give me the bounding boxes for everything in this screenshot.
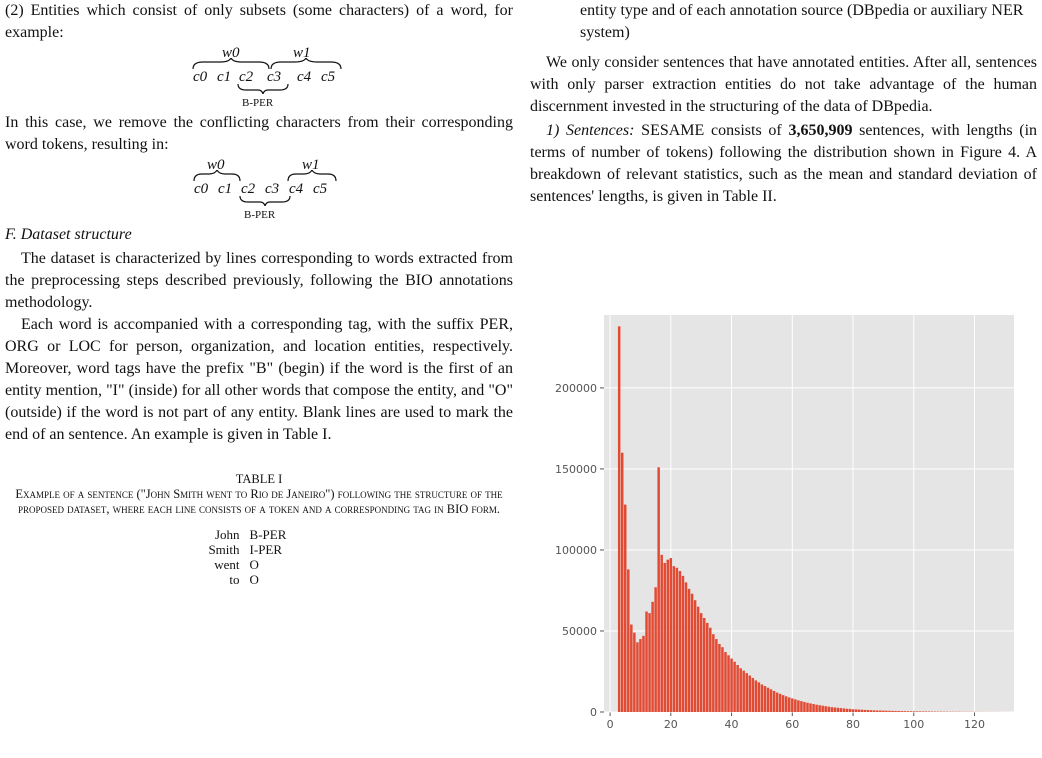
histogram-bar <box>673 566 675 712</box>
histogram-bar <box>867 710 869 712</box>
histogram-bar <box>785 696 787 712</box>
histogram-bar <box>761 684 763 712</box>
histogram-bar <box>645 612 647 712</box>
char-c4-resolved: c4 <box>289 178 303 200</box>
y-tick-label: 100000 <box>555 544 597 557</box>
histogram-bar <box>712 634 714 712</box>
histogram-bar <box>891 711 893 712</box>
histogram-bar <box>846 709 848 712</box>
char-c0-resolved: c0 <box>194 178 208 200</box>
histogram-bar <box>803 702 805 712</box>
tag-cell: O <box>250 572 310 587</box>
paragraph-dataset-characterized: The dataset is characterized by lines corresponding to words extracted from the preprocessing steps described previously, following the BIO annotations methodology. <box>5 248 513 314</box>
histogram-bar <box>660 555 662 712</box>
histogram-bar <box>700 613 702 712</box>
histogram-bar <box>697 607 699 712</box>
histogram-bar <box>715 639 717 712</box>
histogram-bar <box>639 639 641 712</box>
histogram-bar <box>709 628 711 712</box>
histogram-bar <box>879 711 881 712</box>
histogram-bar <box>703 618 705 712</box>
histogram-bar <box>667 560 669 712</box>
histogram-bar <box>834 707 836 712</box>
right-column <box>530 0 1037 208</box>
histogram-bar <box>827 707 829 712</box>
histogram-bar <box>657 467 659 712</box>
histogram-bar <box>782 695 784 712</box>
histogram-bar <box>897 711 899 712</box>
char-c3: c3 <box>267 66 281 88</box>
y-tick-label: 50000 <box>562 625 597 638</box>
char-c0: c0 <box>193 66 207 88</box>
histogram-bar <box>806 703 808 712</box>
histogram-bar <box>676 568 678 712</box>
histogram-bar <box>812 704 814 712</box>
sentences-heading: 1) Sentences: <box>546 122 634 139</box>
histogram-bar <box>624 505 626 712</box>
tag-cell: B-PER <box>250 527 310 542</box>
histogram-bar <box>718 644 720 712</box>
histogram-bar <box>837 708 839 712</box>
left-column <box>5 0 513 587</box>
x-tick-label: 40 <box>725 718 739 731</box>
token-cell: Smith <box>208 542 249 557</box>
histogram-bar <box>627 569 629 712</box>
y-tick-label: 150000 <box>555 463 597 476</box>
histogram-bar <box>755 680 757 712</box>
histogram-bar <box>903 711 905 712</box>
char-c3-resolved: c3 <box>265 178 279 200</box>
sentences-text-b: sentences, with lengths (in terms of number of tokens) following the distribution shown in Figure 4. A breakdown of relevant statistics, such as the mean and standard deviation of sentences' lengths, is given in Table II. <box>530 122 1037 205</box>
char-c4: c4 <box>297 66 311 88</box>
x-tick-label: 120 <box>964 718 985 731</box>
histogram-bar <box>730 659 732 712</box>
histogram-bar <box>663 563 665 712</box>
histogram-bar <box>840 708 842 712</box>
histogram-bar <box>885 711 887 712</box>
histogram-bar <box>742 671 744 712</box>
histogram-bar <box>821 706 823 712</box>
table-label: TABLE I <box>5 472 513 487</box>
histogram-bar <box>770 689 772 712</box>
char-c5-resolved: c5 <box>313 178 327 200</box>
y-tick-label: 200000 <box>555 382 597 395</box>
entity-tag-label-resolved: B-PER <box>244 204 275 226</box>
histogram-bar <box>922 711 924 712</box>
histogram-bar <box>764 686 766 712</box>
paragraph-sentences <box>530 120 1037 208</box>
histogram-bar <box>800 701 802 712</box>
token-cell: went <box>208 557 249 572</box>
section-heading: F. Dataset structure <box>5 224 513 246</box>
histogram-bar <box>870 710 872 712</box>
histogram-bar <box>758 682 760 712</box>
histogram-bar <box>876 710 878 712</box>
table-row <box>208 557 309 572</box>
histogram-bar <box>633 633 635 712</box>
char-c1-resolved: c1 <box>218 178 232 200</box>
char-c2: c2 <box>239 66 253 88</box>
token-cell: to <box>208 572 249 587</box>
word-label-w0-resolved: w0 <box>207 154 225 176</box>
histogram-bar <box>691 594 693 712</box>
histogram-bar <box>900 711 902 712</box>
histogram-bar <box>727 655 729 712</box>
histogram-bar <box>682 576 684 712</box>
x-tick-label: 0 <box>607 718 614 731</box>
histogram-bar <box>794 699 796 712</box>
paragraph-word-tags: Each word is accompanied with a corresponding tag, with the suffix PER, ORG or LOC for person, organization, and location entities, respectively. Moreover, word tags have the prefix "B" (begin) if the word is the first of an entity mention, "I" (inside) for all other words that compose the entity, and "O" (outside) if the word is not part of any entity. Blank lines are used to mark the end of an sentence. An example is given in Table I. <box>5 314 513 446</box>
histogram-bar <box>670 558 672 712</box>
table-row <box>208 527 309 542</box>
histogram-bar <box>894 711 896 712</box>
histogram-bar <box>831 707 833 712</box>
histogram-bar <box>706 623 708 712</box>
histogram-bar <box>630 624 632 712</box>
char-c1: c1 <box>217 66 231 88</box>
histogram-bar <box>621 453 623 712</box>
histogram-bar <box>685 582 687 712</box>
histogram-bar <box>916 711 918 712</box>
histogram-bar <box>919 711 921 712</box>
x-tick-label: 80 <box>846 718 860 731</box>
histogram-bar <box>724 652 726 712</box>
paragraph-only-consider: We only consider sentences that have annotated entities. After all, sentences with only parser extraction entities do not take advantage of the human discernment invested in the structuring of the data of DBpedia. <box>530 52 1037 118</box>
math-example-original <box>5 44 513 106</box>
histogram-bar <box>648 613 650 712</box>
histogram-bar <box>855 709 857 712</box>
table-row <box>208 542 309 557</box>
table-row <box>208 572 309 587</box>
entity-tag-label: B-PER <box>242 92 273 114</box>
histogram-bar <box>745 673 747 712</box>
histogram-bar <box>739 668 741 712</box>
histogram-bar <box>858 710 860 712</box>
histogram-bar <box>642 636 644 712</box>
histogram-bar <box>752 678 754 712</box>
histogram-bar <box>913 711 915 712</box>
histogram-bar <box>849 709 851 712</box>
histogram-bar <box>797 700 799 712</box>
histogram-bar <box>906 711 908 712</box>
histogram-bar <box>776 693 778 712</box>
histogram-bar <box>888 711 890 712</box>
histogram-bar <box>779 694 781 712</box>
sentences-count: 3,650,909 <box>788 122 852 139</box>
histogram-bar <box>864 710 866 712</box>
histogram-bar <box>654 587 656 712</box>
char-c2-resolved: c2 <box>241 178 255 200</box>
histogram-bar <box>767 688 769 712</box>
x-tick-label: 100 <box>903 718 924 731</box>
char-c5: c5 <box>321 66 335 88</box>
sentence-length-histogram <box>534 305 1034 753</box>
histogram-bar <box>925 711 927 712</box>
histogram-bar <box>861 710 863 712</box>
histogram-svg <box>534 305 1034 753</box>
histogram-bar <box>636 642 638 712</box>
sentences-text-a: SESAME consists of <box>641 122 782 139</box>
word-label-w0: w0 <box>222 42 240 64</box>
tag-cell: O <box>250 557 310 572</box>
histogram-bar <box>843 708 845 712</box>
histogram-bar <box>788 697 790 712</box>
paragraph-remove-conflicting: In this case, we remove the conflicting characters from their corresponding word tokens, resulting in: <box>5 112 513 156</box>
tag-cell: I-PER <box>250 542 310 557</box>
histogram-bar <box>688 589 690 712</box>
x-tick-label: 60 <box>785 718 799 731</box>
histogram-bar <box>824 706 826 712</box>
histogram-bar <box>651 602 653 712</box>
histogram-bar <box>818 705 820 712</box>
histogram-bar <box>749 676 751 712</box>
histogram-bar <box>618 326 620 712</box>
x-tick-label: 20 <box>664 718 678 731</box>
word-label-w1: w1 <box>293 42 311 64</box>
histogram-bar <box>852 709 854 712</box>
y-tick-label: 0 <box>590 706 597 719</box>
paragraph-continued: entity type and of each annotation source (DBpedia or auxiliary NER system) <box>530 0 1037 44</box>
histogram-bar <box>679 571 681 712</box>
histogram-bar <box>721 647 723 712</box>
histogram-bar <box>694 600 696 712</box>
math-example-resolved <box>5 156 513 218</box>
token-cell: John <box>208 527 249 542</box>
word-label-w1-resolved: w1 <box>302 154 320 176</box>
histogram-bar <box>909 711 911 712</box>
table-caption: Example of a sentence ("John Smith went to Rio de Janeiro") following the structure of the proposed dataset, where each line consists of a token and a corresponding tag in BIO form. <box>9 487 509 517</box>
example-table <box>208 527 309 587</box>
histogram-bar <box>882 711 884 712</box>
histogram-bar <box>773 691 775 712</box>
paragraph-entities-subsets: (2) Entities which consist of only subsets (some characters) of a word, for example: <box>5 0 513 44</box>
histogram-bar <box>873 710 875 712</box>
histogram-bar <box>733 662 735 712</box>
histogram-bar <box>815 705 817 712</box>
histogram-bar <box>736 665 738 712</box>
histogram-bar <box>809 703 811 712</box>
histogram-bar <box>791 698 793 712</box>
